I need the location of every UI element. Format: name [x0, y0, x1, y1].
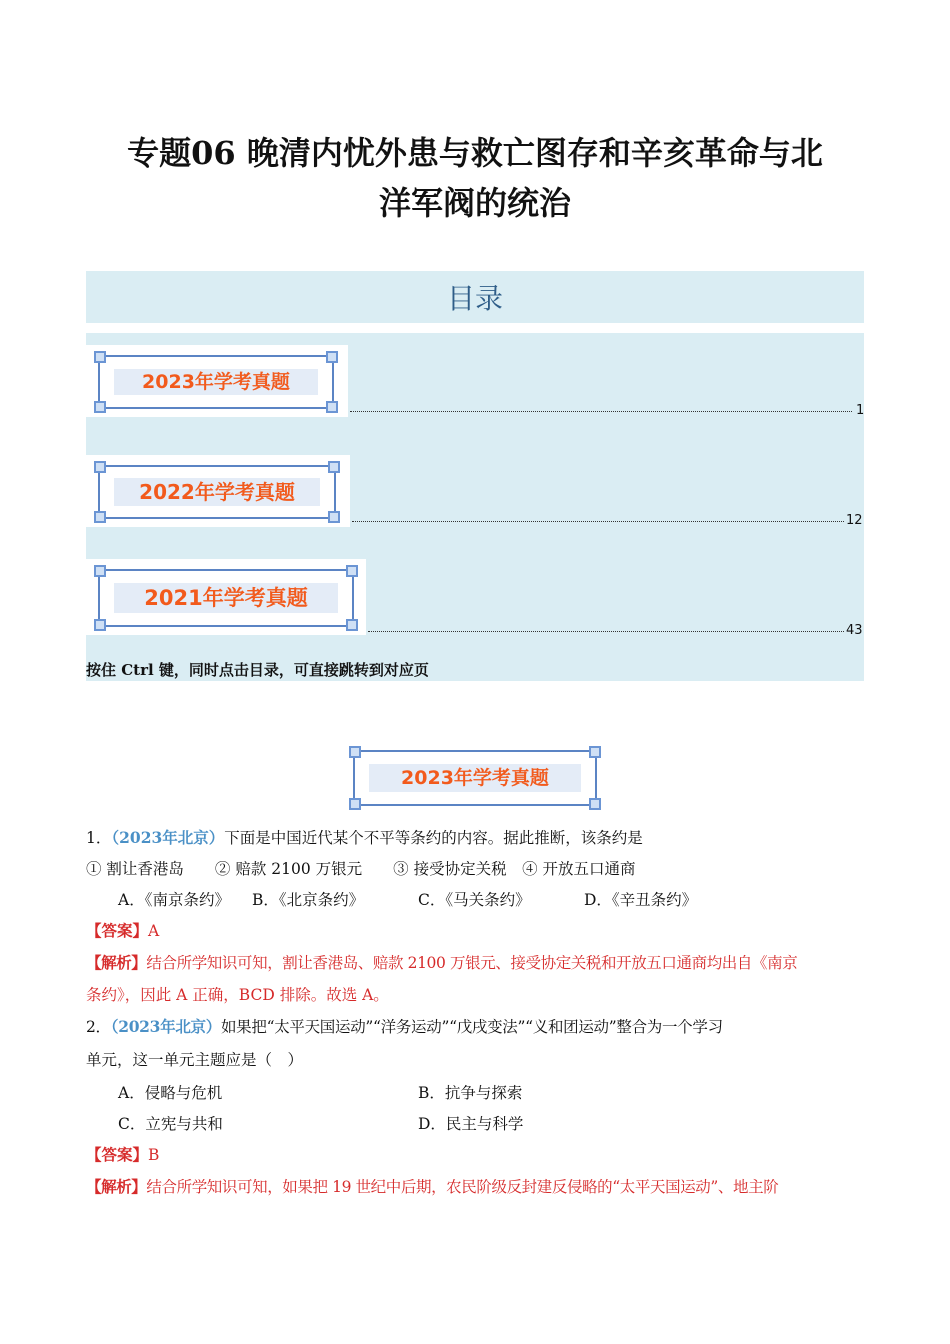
corner-ornament-icon: [326, 351, 338, 363]
corner-ornament-icon: [94, 511, 106, 523]
title-line-2: 洋军阀的统治: [378, 184, 571, 222]
answer-tag: 【答案】: [86, 1145, 149, 1164]
toc-body: [86, 333, 864, 681]
badge-frame: [86, 345, 348, 417]
badge-label: 2023年学考真题: [114, 369, 318, 395]
toc-leader-dots: [352, 507, 844, 522]
corner-ornament-icon: [328, 461, 340, 473]
corner-ornament-icon: [346, 619, 358, 631]
question-2-answer: [86, 1144, 866, 1166]
corner-ornament-icon: [346, 565, 358, 577]
badge: [98, 355, 334, 409]
toc-entry-2023[interactable]: [86, 345, 864, 417]
document-title: [80, 128, 870, 228]
question-1-items: ① 割让香港岛 ② 赔款 2100 万银元 ③ 接受协定关税 ④ 开放五口通商: [86, 860, 636, 878]
corner-ornament-icon: [328, 511, 340, 523]
question-1-analysis: [86, 952, 866, 974]
badge-frame: [86, 455, 350, 527]
question-number: 2．: [86, 1018, 111, 1036]
corner-ornament-icon: [349, 798, 361, 810]
option-d: D．《辛丑条约》: [584, 891, 698, 909]
question-1-stem: [86, 827, 866, 849]
toc-leader-dots: [350, 397, 852, 412]
option-b: B．抗争与探索: [418, 1084, 523, 1102]
question-2-stem: [86, 1016, 866, 1038]
toc-entry-2021[interactable]: [86, 559, 864, 638]
question-2-analysis: [86, 1176, 866, 1198]
question-text: 如果把“太平天国运动”“洋务运动”“戊戌变法”“义和团运动”整合为一个学习: [220, 1018, 723, 1036]
toc-hint: 按住 Ctrl 键，同时点击目录，可直接跳转到对应页: [86, 661, 429, 679]
toc-leader-dots: [368, 617, 844, 632]
option-a: A．《南京条约》: [118, 891, 230, 909]
answer-value: B: [148, 1146, 160, 1164]
question-number: 1．: [86, 829, 112, 847]
analysis-text: 结合所学知识可知，割让香港岛、赔款 2100 万银元、接受协定关税和开放五口通商均出自《南京: [146, 954, 798, 972]
question-source: （2023年北京）: [110, 1017, 221, 1036]
question-text: 下面是中国近代某个不平等条约的内容。据此推断，该条约是: [224, 829, 643, 847]
option-a: A．侵略与危机: [118, 1084, 223, 1102]
corner-ornament-icon: [94, 565, 106, 577]
answer-value: A: [148, 922, 160, 940]
badge-label: 2023年学考真题: [369, 764, 581, 792]
badge: [353, 750, 597, 806]
toc-heading: 目录: [86, 271, 864, 323]
badge-frame: [86, 559, 366, 635]
toc-page-number: 1: [856, 403, 865, 418]
corner-ornament-icon: [589, 746, 601, 758]
option-c: C．立宪与共和: [118, 1115, 223, 1133]
corner-ornament-icon: [94, 461, 106, 473]
corner-ornament-icon: [589, 798, 601, 810]
toc-page-number: 12: [846, 513, 863, 528]
option-b: B．《北京条约》: [252, 891, 365, 909]
title-line-1: 专题06 晚清内忧外患与救亡图存和辛亥革命与北: [127, 134, 823, 172]
question-1-analysis-cont: 条约》，因此 A 正确，BCD 排除。故选 A。: [86, 986, 389, 1004]
toc-entry-2022[interactable]: [86, 455, 864, 527]
table-of-contents: [86, 271, 864, 681]
toc-page-number: 43: [846, 623, 863, 638]
corner-ornament-icon: [94, 619, 106, 631]
question-source: （2023年北京）: [111, 828, 225, 847]
section-header-2023: [353, 750, 597, 806]
badge: [98, 465, 336, 519]
corner-ornament-icon: [349, 746, 361, 758]
corner-ornament-icon: [94, 351, 106, 363]
badge-label: 2022年学考真题: [114, 478, 320, 506]
badge-label: 2021年学考真题: [114, 583, 338, 613]
corner-ornament-icon: [326, 401, 338, 413]
corner-ornament-icon: [94, 401, 106, 413]
answer-tag: 【答案】: [86, 921, 149, 940]
question-2-stem-cont: 单元，这一单元主题应是（ ）: [86, 1051, 304, 1069]
option-c: C．《马关条约》: [418, 891, 531, 909]
option-d: D．民主与科学: [418, 1115, 524, 1133]
analysis-tag: 【解析】: [86, 1177, 147, 1196]
analysis-tag: 【解析】: [86, 953, 147, 972]
question-1-answer: [86, 920, 866, 942]
analysis-text: 结合所学知识可知，如果把 19 世纪中后期，农民阶级反封建反侵略的“太平天国运动”、地主阶: [146, 1178, 779, 1196]
badge: [98, 569, 354, 627]
